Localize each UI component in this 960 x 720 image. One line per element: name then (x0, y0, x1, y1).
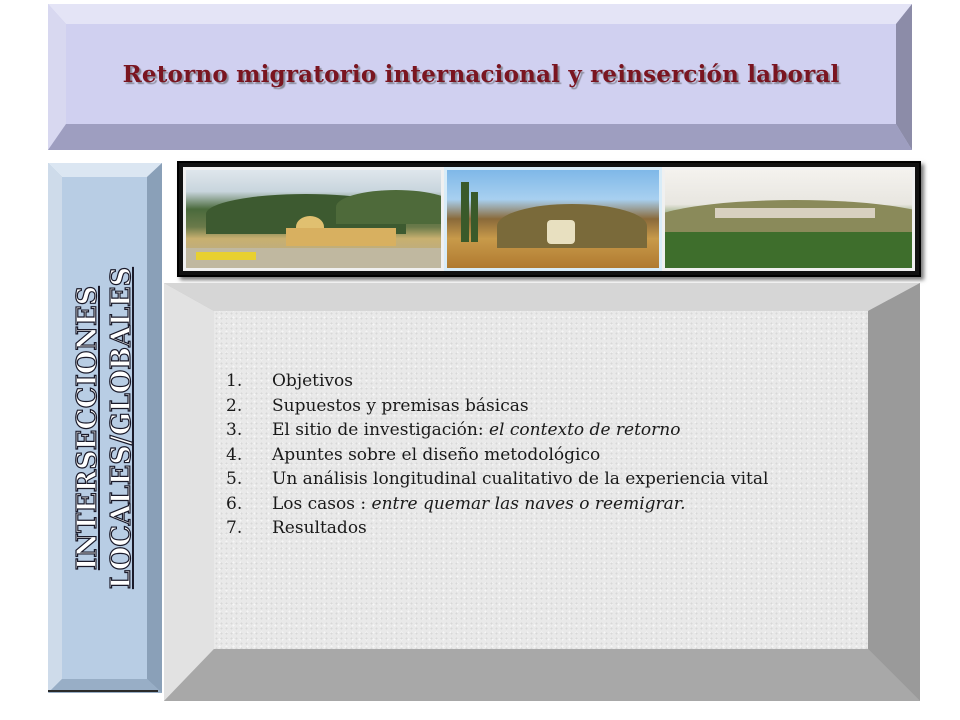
agenda-number: 2. (226, 395, 243, 416)
photo-strip (177, 161, 921, 277)
cactus-landscape-photo (444, 167, 663, 271)
agenda-item (226, 494, 826, 514)
title-banner (48, 4, 912, 150)
agenda-number: 5. (226, 469, 243, 489)
agenda-text: El sitio de investigación: (272, 420, 489, 440)
agenda-item (226, 420, 826, 440)
agenda-text: Apuntes sobre el diseño metodológico (272, 444, 601, 465)
agenda-item (226, 371, 826, 391)
sidebar-face (62, 177, 147, 679)
agenda-text: Resultados (272, 518, 367, 538)
agenda-number: 1. (226, 371, 243, 391)
slide-title: Retorno migratorio internacional y reinserción laboral (122, 60, 840, 88)
agenda-number: 7. (226, 518, 243, 538)
agenda-item (226, 396, 826, 416)
agenda-text: Objetivos (272, 371, 353, 391)
agenda-item (226, 445, 826, 465)
sidebar-title (71, 188, 139, 668)
title-face (66, 24, 896, 124)
agenda-number: 6. (226, 493, 243, 514)
sidebar-title-line2: LOCALES/GLOBALES (105, 266, 137, 590)
hillside-village-photo (662, 167, 915, 271)
agenda-number: 4. (226, 444, 243, 465)
sidebar-divider (48, 690, 158, 692)
agenda-italic: el contexto de retorno (489, 420, 681, 440)
sidebar-title-line1: INTERSECCIONES (71, 285, 103, 571)
sidebar-banner (48, 163, 162, 693)
agenda-text: Un análisis longitudinal cualitativo de la experiencia vital (272, 469, 769, 489)
town-plaza-photo (183, 167, 444, 271)
agenda-item (226, 518, 826, 538)
agenda-number: 3. (226, 420, 243, 440)
agenda-item (226, 469, 826, 489)
agenda-text: Supuestos y premisas básicas (272, 395, 529, 416)
agenda-text: Los casos : (272, 493, 372, 514)
agenda-italic: entre quemar las naves o reemigrar. (371, 493, 686, 514)
agenda-list (226, 371, 826, 543)
